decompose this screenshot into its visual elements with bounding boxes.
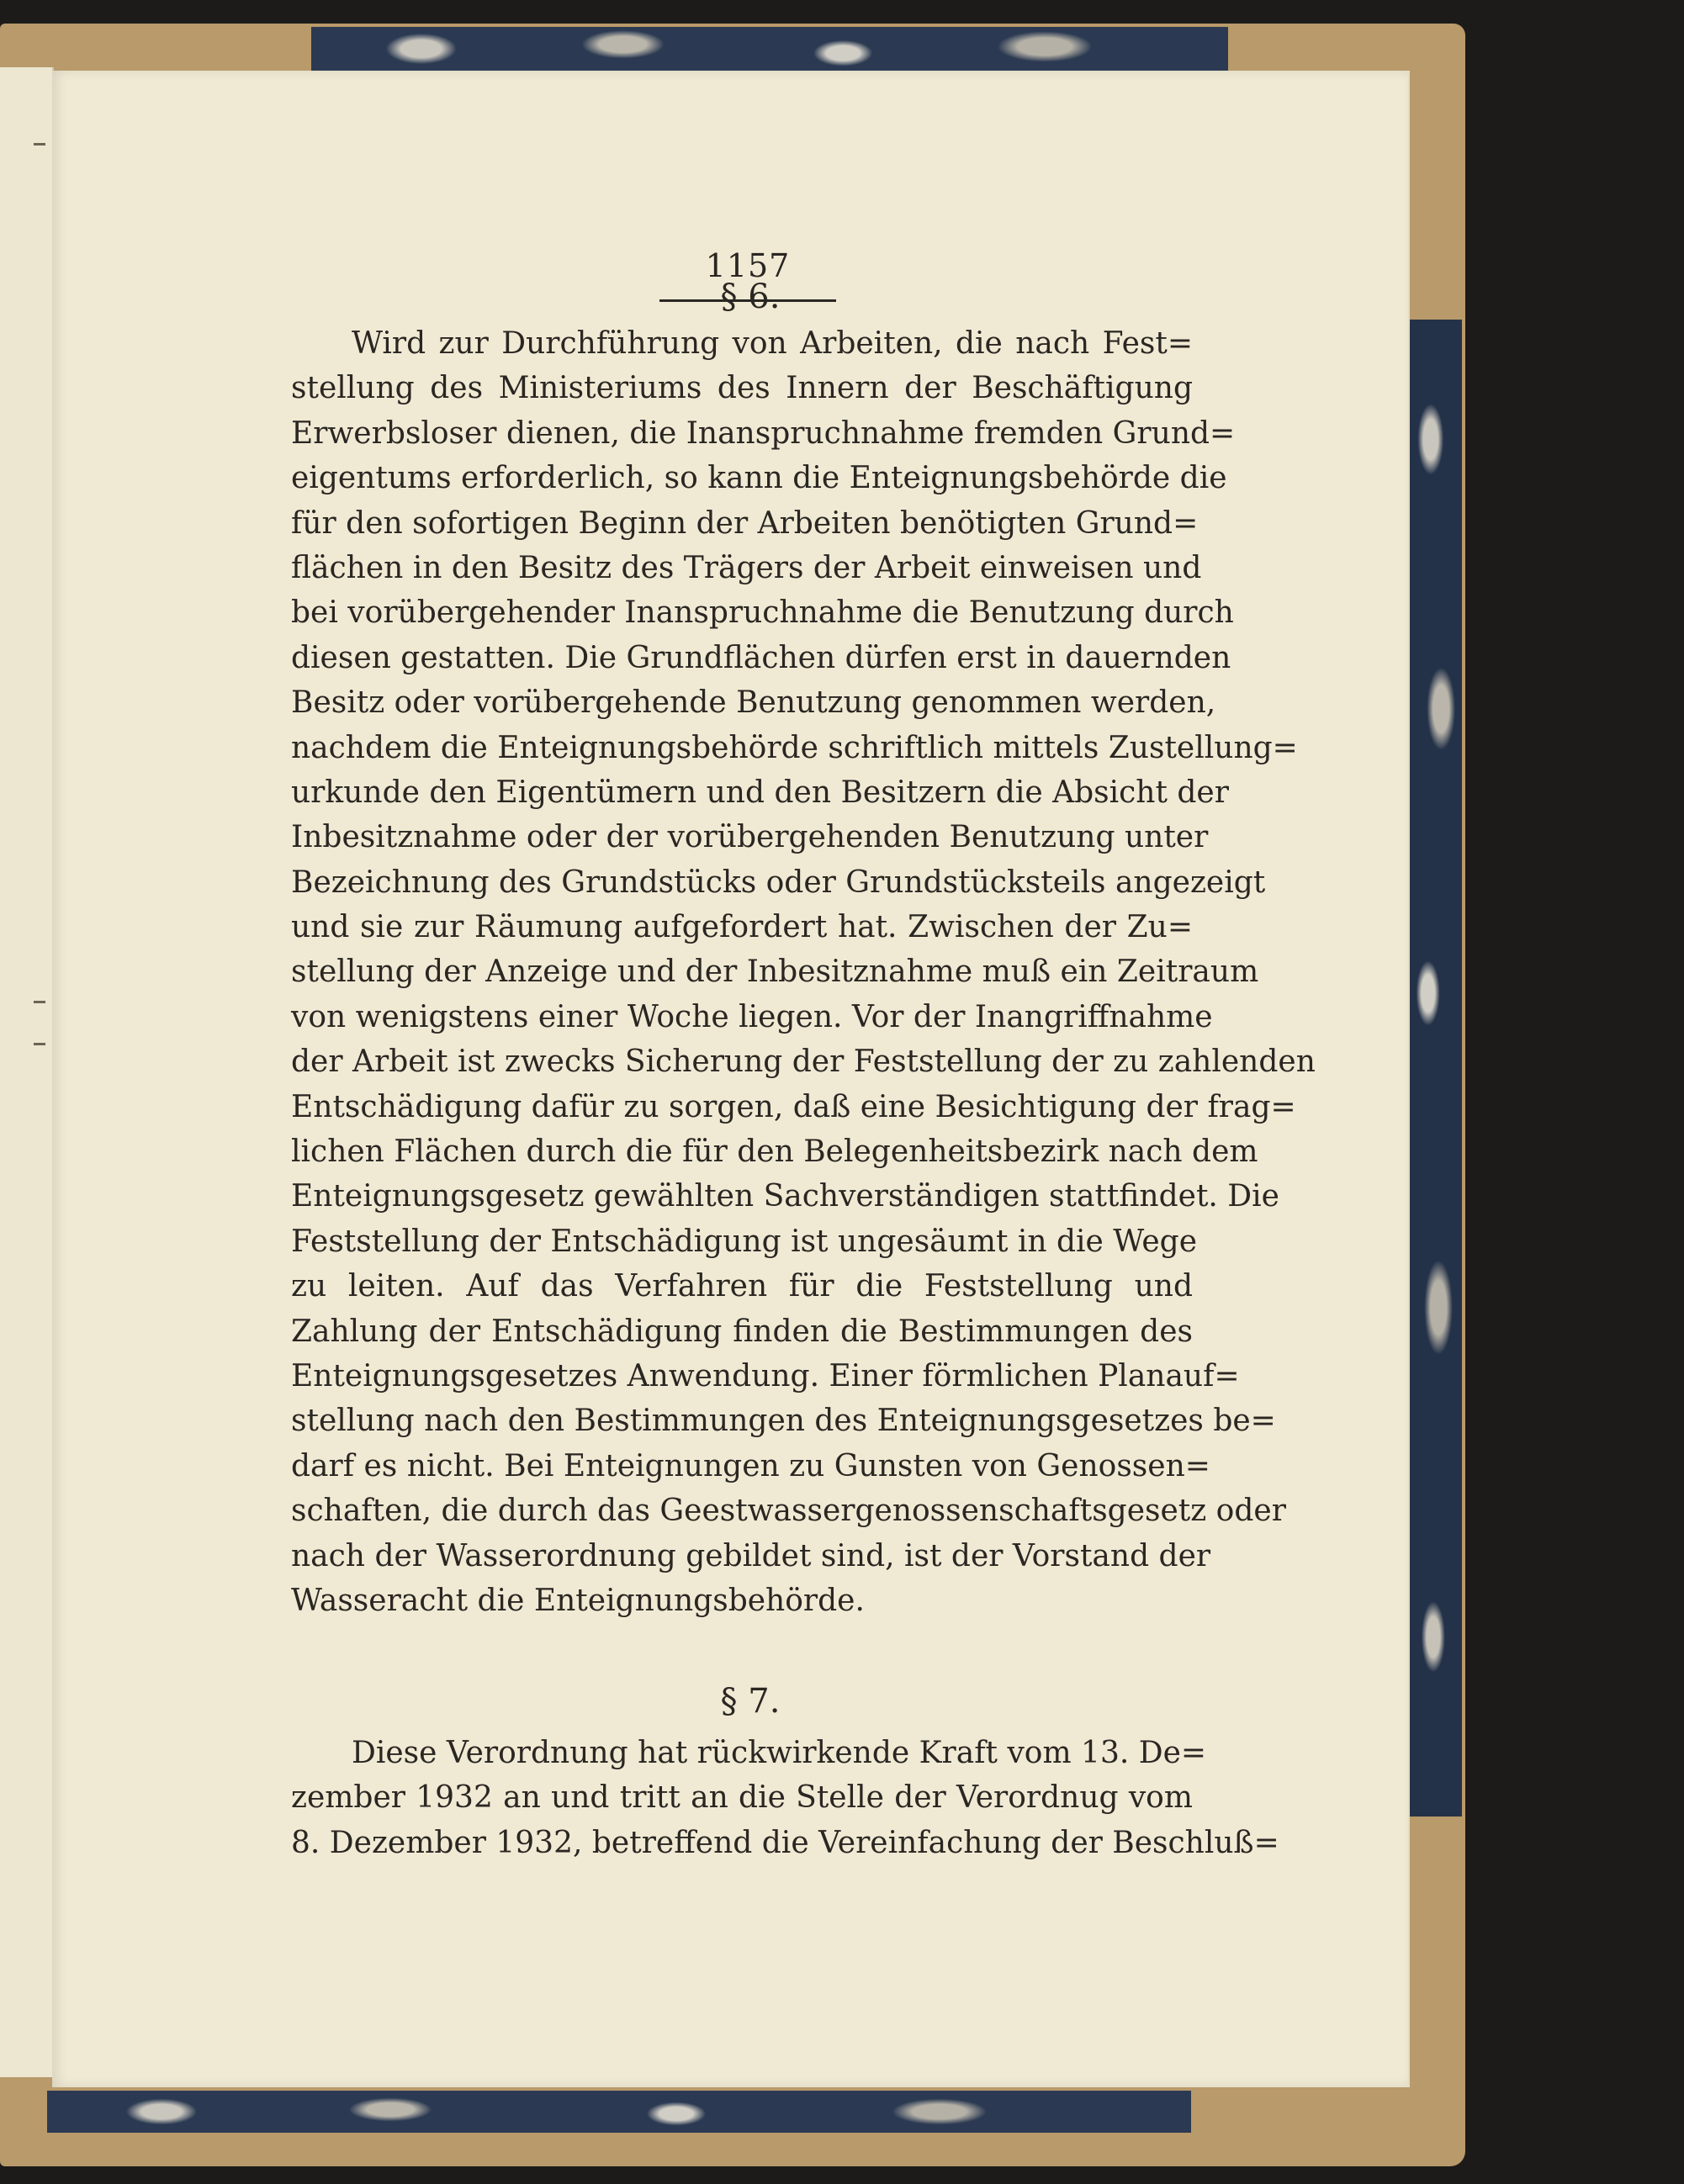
text-line: Bezeichnung des Grundstücks oder Grundstücksteils angezeigt (291, 865, 1266, 900)
text-line: 8. Dezember 1932, betreffend die Vereinfachung der Beschluß= (291, 1825, 1279, 1860)
binding-stitch (34, 143, 45, 145)
text-line: Enteignungsgesetzes Anwendung. Einer förmlichen Planauf= (291, 1358, 1240, 1393)
page-number: 1157 (705, 247, 791, 284)
text-line: bei vorübergehender Inanspruchnahme die Benutzung durch (291, 595, 1234, 631)
text-line: zu leiten. Auf das Verfahren für die Feststellung und (291, 1269, 1193, 1304)
text-line: und sie zur Räumung aufgefordert hat. Zwischen der Zu= (291, 910, 1193, 945)
text-line: stellung des Ministeriums des Innern der Beschäftigung (291, 371, 1193, 406)
text-line: diesen gestatten. Die Grundflächen dürfen erst in dauernden (291, 640, 1231, 675)
text-line: stellung nach den Bestimmungen des Enteignungsgesetzes be= (291, 1404, 1276, 1439)
text-line: Erwerbsloser dienen, die Inanspruchnahme fremden Grund= (291, 415, 1236, 451)
marbled-endpaper-bottom (47, 2091, 1191, 2133)
text-line: der Arbeit ist zwecks Sicherung der Feststellung der zu zahlenden (291, 1044, 1316, 1080)
text-line: Besitz oder vorübergehende Benutzung genommen werden, (291, 685, 1216, 721)
binding-stitch (34, 1043, 45, 1045)
marbled-endpaper-top (311, 27, 1228, 71)
text-line: flächen in den Besitz des Trägers der Arbeit einweisen und (291, 550, 1202, 585)
book-page (52, 71, 1408, 2087)
section-7-text (291, 1731, 1279, 1865)
section-6-text (291, 321, 1316, 1623)
text-line: darf es nicht. Bei Enteignungen zu Gunsten von Genossen= (291, 1448, 1210, 1483)
text-line: lichen Flächen durch die für den Belegenheitsbezirk nach dem (291, 1134, 1258, 1170)
text-line: Entschädigung dafür zu sorgen, daß eine Besichtigung der frag= (291, 1089, 1296, 1124)
text-line: schaften, die durch das Geestwassergenossenschaftsgesetz oder (291, 1494, 1286, 1529)
text-line: eigentums erforderlich, so kann die Enteignungsbehörde die (291, 461, 1227, 496)
text-line: Diese Verordnung hat rückwirkende Kraft vom 13. De= (352, 1736, 1207, 1770)
text-line: zember 1932 an und tritt an die Stelle der Verordnug vom (291, 1780, 1193, 1816)
text-line: Wasseracht die Enteignungsbehörde. (291, 1583, 865, 1618)
text-line: urkunde den Eigentümern und den Besitzern die Absicht der (291, 775, 1229, 810)
text-line: nach der Wasserordnung gebildet sind, ist der Vorstand der (291, 1538, 1211, 1573)
previous-page-edge (0, 67, 54, 2077)
marbled-endpaper-right (1410, 320, 1462, 1816)
section-6-heading: § 6. (720, 278, 781, 316)
text-line: für den sofortigen Beginn der Arbeiten benötigten Grund= (291, 505, 1199, 541)
binding-stitch (34, 1001, 45, 1003)
text-line: Inbesitznahme oder der vorübergehenden Benutzung unter (291, 820, 1209, 855)
text-line: nachdem die Enteignungsbehörde schriftlich mittels Zustellung= (291, 730, 1298, 765)
text-line: stellung der Anzeige und der Inbesitznahme muß ein Zeitraum (291, 955, 1259, 990)
text-line: von wenigstens einer Woche liegen. Vor der Inangriffnahme (291, 999, 1213, 1034)
section-7-heading: § 7. (720, 1682, 781, 1721)
text-line: Zahlung der Entschädigung finden die Bestimmungen des (291, 1314, 1193, 1349)
text-line: Wird zur Durchführung von Arbeiten, die nach Fest= (352, 326, 1193, 361)
text-line: Enteignungsgesetz gewählten Sachverständigen stattfindet. Die (291, 1179, 1279, 1214)
text-line: Feststellung der Entschädigung ist ungesäumt in die Wege (291, 1224, 1198, 1259)
